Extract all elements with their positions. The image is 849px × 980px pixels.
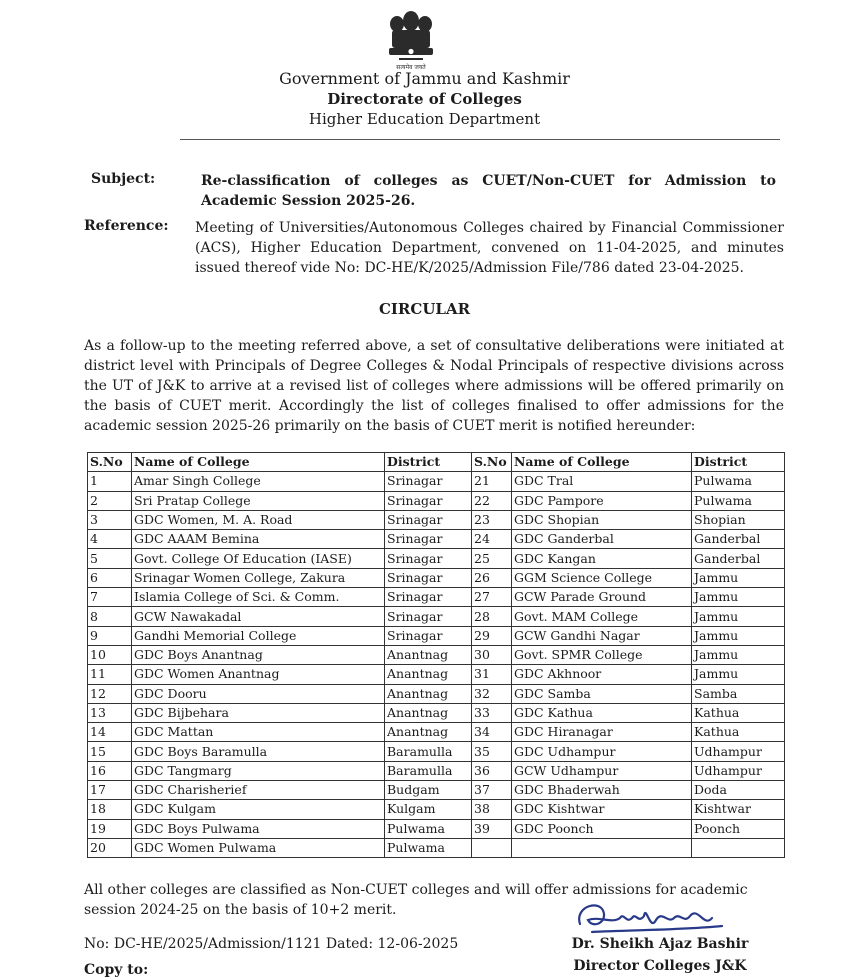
cell-district-2: Doda [692,781,785,800]
cell-district: Srinagar [385,472,472,491]
cell-sno-2: 21 [472,472,512,491]
cell-college-name: GDC AAAM Bemina [132,530,385,549]
cell-district: Pulwama [385,838,472,857]
cell-district-2: Jammu [692,645,785,664]
cell-district: Pulwama [385,819,472,838]
cell-sno-2: 27 [472,588,512,607]
cell-sno: 15 [88,742,132,761]
cell-sno-2: 38 [472,800,512,819]
cell-college-name-2: GCW Gandhi Nagar [512,626,692,645]
cell-college-name: GDC Tangmarg [132,761,385,780]
cell-sno-2: 23 [472,510,512,529]
cell-college-name: GDC Boys Anantnag [132,645,385,664]
cell-sno: 3 [88,510,132,529]
table-row [88,549,785,568]
cell-college-name-2: Govt. SPMR College [512,645,692,664]
cell-college-name: GDC Mattan [132,723,385,742]
cell-district: Srinagar [385,549,472,568]
emblem-motto: सत्यमेव जयते [396,64,426,71]
cell-district: Srinagar [385,607,472,626]
cell-college-name: Amar Singh College [132,472,385,491]
cell-sno: 11 [88,665,132,684]
cell-sno: 20 [88,838,132,857]
table-row [88,761,785,780]
cell-sno: 10 [88,645,132,664]
cell-district-2: Jammu [692,626,785,645]
reference-label: Reference: [84,218,169,234]
cell-district: Baramulla [385,742,472,761]
cell-sno: 5 [88,549,132,568]
table-row [88,723,785,742]
cell-sno: 1 [88,472,132,491]
table-row [88,491,785,510]
col-header-sno: S.No [88,453,132,472]
cell-sno-2: 39 [472,819,512,838]
signer-name: Dr. Sheikh Ajaz Bashir [571,936,749,952]
cell-district: Anantnag [385,703,472,722]
cell-college-name-2: GDC Ganderbal [512,530,692,549]
cell-sno-2: 35 [472,742,512,761]
cell-college-name-2: GDC Kangan [512,549,692,568]
cell-sno-2: 31 [472,665,512,684]
cell-sno-2: 22 [472,491,512,510]
cell-district-2: Jammu [692,588,785,607]
cell-sno-2: 37 [472,781,512,800]
cell-district-2: Poonch [692,819,785,838]
cell-sno: 4 [88,530,132,549]
cell-college-name: Gandhi Memorial College [132,626,385,645]
reference-text: Meeting of Universities/Autonomous Colleges chaired by Financial Commissioner (ACS), Higher Education Department, convened on 11-04-2025, and minutes issued thereof vide No: DC-HE/K/2025/Admission File/786 dated 23-04-2025. [195,220,784,276]
cell-district-2: Jammu [692,665,785,684]
cell-sno: 16 [88,761,132,780]
table-row [88,607,785,626]
col-header-district: District [385,453,472,472]
cell-college-name-2: GDC Samba [512,684,692,703]
table-row [88,742,785,761]
cell-district: Anantnag [385,684,472,703]
cell-college-name: GDC Women Anantnag [132,665,385,684]
cell-district-2: Kishtwar [692,800,785,819]
cell-college-name-2: GDC Pampore [512,491,692,510]
cell-college-name-2: GDC Shopian [512,510,692,529]
cell-college-name: Govt. College Of Education (IASE) [132,549,385,568]
cell-sno-2: 36 [472,761,512,780]
col-header-college: Name of College [132,453,385,472]
cell-college-name: GDC Boys Baramulla [132,742,385,761]
department-name: Higher Education Department [308,110,541,128]
cell-college-name-2: GDC Udhampur [512,742,692,761]
cell-college-name: Srinagar Women College, Zakura [132,568,385,587]
cell-college-name: GDC Bijbehara [132,703,385,722]
table-row [88,800,785,819]
cell-district-2 [692,838,785,857]
cell-sno-2: 30 [472,645,512,664]
cell-district: Srinagar [385,491,472,510]
cell-district-2: Shopian [692,510,785,529]
table-header-row [88,453,785,472]
table-row [88,472,785,491]
table-row [88,838,785,857]
cell-sno-2 [472,838,512,857]
cell-college-name-2: GGM Science College [512,568,692,587]
cell-sno-2: 34 [472,723,512,742]
cell-sno: 18 [88,800,132,819]
table-row [88,645,785,664]
table-row [88,530,785,549]
cell-district-2: Pulwama [692,491,785,510]
cell-sno: 12 [88,684,132,703]
cell-college-name-2: GDC Tral [512,472,692,491]
cell-college-name-2: Govt. MAM College [512,607,692,626]
cell-district-2: Kathua [692,723,785,742]
footer-note: All other colleges are classified as Non-CUET colleges and will offer admissions for academic session 2024-25 on the basis of 10+2 merit. [84,882,748,918]
col-header-sno-2: S.No [472,453,512,472]
cell-district-2: Ganderbal [692,530,785,549]
cell-college-name: GCW Nawakadal [132,607,385,626]
cell-sno-2: 28 [472,607,512,626]
cell-college-name-2: GDC Bhaderwah [512,781,692,800]
cell-sno-2: 32 [472,684,512,703]
cell-district: Anantnag [385,723,472,742]
cell-college-name-2: GCW Parade Ground [512,588,692,607]
cell-district: Srinagar [385,530,472,549]
cell-college-name: Islamia College of Sci. & Comm. [132,588,385,607]
cell-sno: 14 [88,723,132,742]
cell-district-2: Udhampur [692,761,785,780]
table-row [88,588,785,607]
cell-college-name-2: GDC Poonch [512,819,692,838]
cell-district: Budgam [385,781,472,800]
cell-district: Anantnag [385,645,472,664]
cell-district: Srinagar [385,588,472,607]
cell-sno: 6 [88,568,132,587]
table-row [88,568,785,587]
cell-sno: 2 [88,491,132,510]
cell-college-name-2: GDC Kathua [512,703,692,722]
cell-sno: 9 [88,626,132,645]
circular-title: CIRCULAR [378,300,471,318]
cell-district-2: Samba [692,684,785,703]
col-header-college-2: Name of College [512,453,692,472]
cell-sno: 19 [88,819,132,838]
state-emblem-icon [383,6,439,78]
cell-college-name: GDC Kulgam [132,800,385,819]
cell-college-name-2: GDC Kishtwar [512,800,692,819]
subject-label: Subject: [91,171,156,187]
cell-district-2: Kathua [692,703,785,722]
cell-college-name: GDC Charisherief [132,781,385,800]
cell-college-name-2 [512,838,692,857]
cell-district: Srinagar [385,568,472,587]
cell-sno-2: 25 [472,549,512,568]
order-number: No: DC-HE/2025/Admission/1121 Dated: 12-06-2025 [84,936,459,952]
cell-sno-2: 33 [472,703,512,722]
header-divider [180,139,780,140]
table-row [88,626,785,645]
cell-sno: 13 [88,703,132,722]
cell-college-name: GDC Women, M. A. Road [132,510,385,529]
cell-district-2: Jammu [692,607,785,626]
cell-sno: 8 [88,607,132,626]
table-row [88,665,785,684]
cell-district-2: Udhampur [692,742,785,761]
table-row [88,684,785,703]
table-row [88,819,785,838]
cell-sno-2: 29 [472,626,512,645]
signer-title: Director Colleges J&K [573,958,747,974]
cell-college-name-2: GDC Hiranagar [512,723,692,742]
subject-text: Re-classification of colleges as CUET/Non-CUET for Admission to Academic Session 2025-26. [201,173,776,209]
cell-sno-2: 26 [472,568,512,587]
cell-district: Baramulla [385,761,472,780]
table-row [88,703,785,722]
cell-college-name: GDC Women Pulwama [132,838,385,857]
col-header-district-2: District [692,453,785,472]
cell-college-name-2: GDC Akhnoor [512,665,692,684]
copy-to-label: Copy to: [84,962,149,978]
cell-district: Srinagar [385,510,472,529]
cell-sno: 7 [88,588,132,607]
college-list-table [87,452,785,858]
cell-college-name: GDC Boys Pulwama [132,819,385,838]
cell-college-name: Sri Pratap College [132,491,385,510]
cell-district: Anantnag [385,665,472,684]
cell-sno: 17 [88,781,132,800]
cell-college-name: GDC Dooru [132,684,385,703]
table-row [88,510,785,529]
cell-district: Srinagar [385,626,472,645]
cell-district-2: Ganderbal [692,549,785,568]
table-row [88,781,785,800]
cell-college-name-2: GCW Udhampur [512,761,692,780]
directorate-name: Directorate of Colleges [327,90,522,108]
circular-paragraph: As a follow-up to the meeting referred above, a set of consultative deliberations were initiated at district level with Principals of Degree Colleges & Nodal Principals of respective divisions across the UT of J&K to arrive at a revised list of colleges where admissions will be offered primarily on the basis of CUET merit. Accordingly the list of colleges finalised to offer admissions for the academic session 2025-26 primarily on the basis of CUET merit is notified hereunder: [84,338,784,434]
cell-district-2: Jammu [692,568,785,587]
cell-sno-2: 24 [472,530,512,549]
cell-district: Kulgam [385,800,472,819]
govt-name: Government of Jammu and Kashmir [279,69,570,88]
cell-district-2: Pulwama [692,472,785,491]
